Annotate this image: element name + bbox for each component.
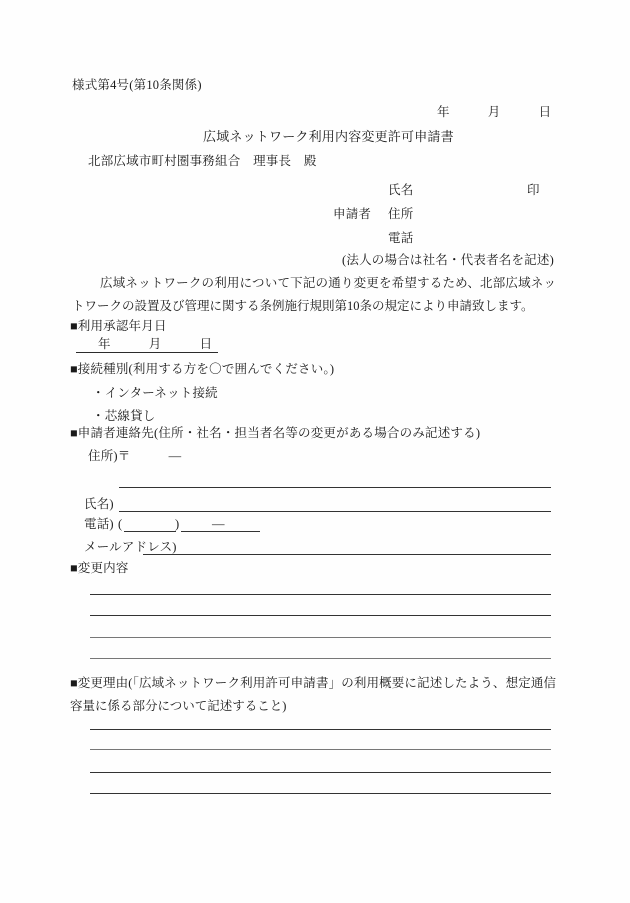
applicant-tel-label: 電話 [388,231,414,245]
section-heading-approval-date: ■利用承認年月日 [70,319,167,333]
approval-date-rule[interactable] [76,352,218,353]
section-heading-change-content: ■変更内容 [70,561,129,575]
document-date-line: 年 月 日 [437,105,552,119]
contact-address-rule[interactable] [119,487,551,488]
addressee: 北部広域市町村圏事務組合 理事長 殿 [88,154,317,168]
applicant-name-label: 氏名 [388,183,414,197]
applicant-seal-label: 印 [527,183,540,197]
change-content-rule[interactable] [90,658,551,659]
contact-name-label: 氏名) [84,497,114,511]
form-number: 様式第4号(第10条関係) [72,78,202,92]
change-reason-rule[interactable] [90,793,551,794]
applicant-label: 申請者 [333,207,372,221]
approval-date-line: 年 月 日 [98,337,213,351]
applicant-address-label: 住所 [388,207,414,221]
contact-tel-area-rule[interactable] [124,531,176,532]
connection-option-internet[interactable]: ・インターネット接続 [92,386,218,400]
change-content-rule[interactable] [90,615,551,616]
section-heading-contact: ■申請者連絡先(住所・社名・担当者名等の変更がある場合のみ記述する) [70,426,481,440]
contact-tel-paren-close: ) [175,517,180,531]
contact-tel-label: 電話) [84,517,114,531]
change-reason-rule[interactable] [90,729,551,730]
contact-tel-paren-open: ( [118,517,123,531]
change-content-rule[interactable] [90,637,551,638]
contact-mail-label: メールアドレス) [84,540,177,554]
contact-mail-rule[interactable] [143,554,551,555]
contact-name-rule[interactable] [119,511,551,512]
contact-tel-number-rule[interactable] [218,531,260,532]
section-heading-connection-type: ■接続種別(利用する方を〇で囲んでください。) [70,362,335,376]
change-reason-rule[interactable] [90,749,551,750]
change-content-rule[interactable] [90,594,551,595]
applicant-note: (法人の場合は社名・代表者名を記述) [342,253,554,267]
contact-tel-dash: ― [212,517,225,531]
contact-address-prefix: 住所)〒 ― [88,449,182,463]
section-heading-change-reason: ■変更理由(「広域ネットワーク利用許可申請書」の利用概要に記述したよう、想定通信容量に係る部分について記述すること) [70,676,556,713]
change-reason-rule[interactable] [90,772,551,773]
document-title: 広域ネットワーク利用内容変更許可申請書 [203,129,454,144]
body-paragraph: 広域ネットワークの利用について下記の通り変更を希望するため、北部広域ネットワークの設置及び管理に関する条例施行規則第10条の規定により申請致します。 [72,276,556,313]
connection-option-dark-fiber[interactable]: ・芯線貸し [92,409,156,423]
